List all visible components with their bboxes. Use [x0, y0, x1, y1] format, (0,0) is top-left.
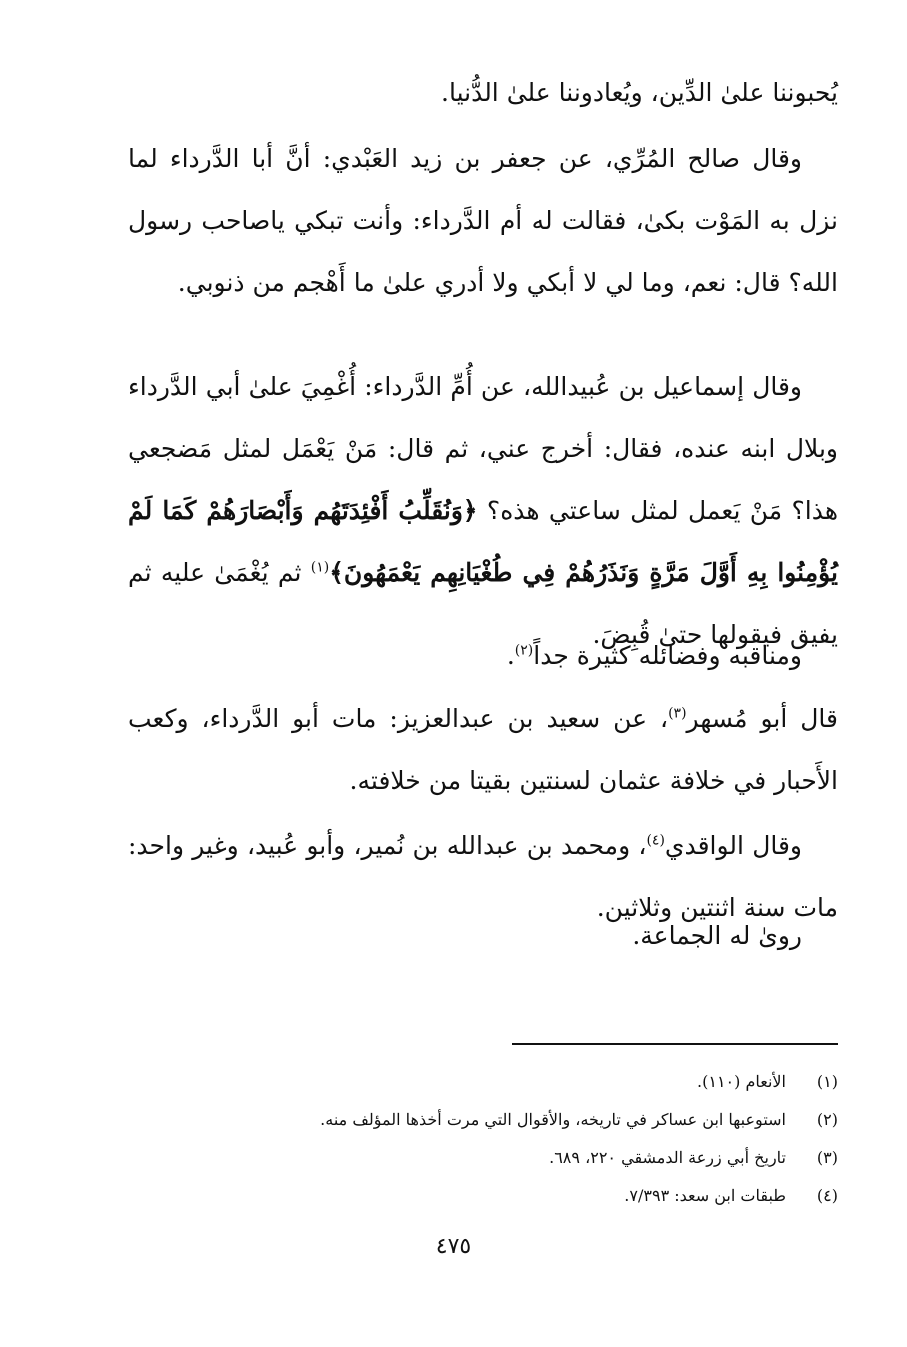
footnote-3 — [128, 1139, 838, 1177]
paragraph-5 — [128, 688, 838, 812]
footnote-text: طبقات ابن سعد: ٧/٣٩٣. — [624, 1186, 786, 1205]
footnote-1 — [128, 1063, 838, 1101]
paragraph-5-text — [128, 688, 838, 812]
footnote-text: تاريخ أبي زرعة الدمشقي ٢٢٠، ٦٨٩. — [549, 1148, 786, 1167]
paragraph-1-text: يُحبوننا علىٰ الدِّين، ويُعادوننا علىٰ الدُّنيا. — [441, 78, 838, 107]
footnote-number: (٢) — [816, 1110, 838, 1129]
paragraph-3-intro: وقال إسماعيل بن عُبيدالله، عن أُمِّ الدَّرداء: أُغْمِيَ علىٰ أبي الدَّرداء وبلال ابنه عنده، فقال: أخرج عني، ثم قال: مَنْ يَعْمَل لمثل مَضجعي هذا؟ مَنْ يَعمل لمثل ساعتي هذه؟ — [128, 372, 839, 525]
paragraph-3-end: ثم يُغْمَىٰ عليه ثم يفيق فيقولها حتىٰ قُبِضَ. — [128, 558, 838, 649]
footnote-ref-3: (٣) — [668, 705, 687, 722]
paragraph-4-end: . — [506, 641, 515, 670]
page-number: ٤٧٥ — [435, 1234, 472, 1259]
footnote-number: (١) — [816, 1072, 838, 1091]
footnote-number: (٤) — [816, 1186, 838, 1205]
footnotes — [128, 1063, 838, 1215]
paragraph-3-text — [128, 356, 838, 666]
footnote-2 — [128, 1101, 838, 1139]
footnote-number: (٣) — [816, 1148, 838, 1167]
quran-verse: ﴿وَنُقَلِّبُ أَفْئِدَتَهُم وَأَبْصَارَهُمْ كَمَا لَمْ يُؤْمِنُوا بِهِ أَوَّلَ مَرَّةٍ وَنَذَرُهُمْ فِي طُغْيَانِهِم يَعْمَهُونَ﴾ — [128, 496, 838, 587]
footnote-ref-4: (٤) — [646, 832, 665, 849]
paragraph-5-end: ، عن سعيد بن عبدالعزيز: مات أبو الدَّرداء، وكعب الأَحبار في خلافة عثمان لسنتين بقيتا من خلافته. — [128, 704, 838, 795]
paragraph-4 — [128, 625, 838, 687]
paragraph-3 — [128, 356, 838, 666]
paragraph-2-text: وقال صالح المُرِّي، عن جعفر بن زيد العَبْدي: أنَّ أبا الدَّرداء لما نزل به المَوْت بكىٰ، فقالت له أم الدَّرداء: وأنت تبكي ياصاحب رسول الله؟ قال: نعم، وما لي لا أبكي ولا أدري علىٰ ما أَهْجم من ذنوبي. — [128, 144, 838, 297]
paragraph-7-text: روىٰ له الجماعة. — [632, 921, 802, 950]
paragraph-4-text — [128, 625, 838, 687]
paragraph-4-body: ومناقبه وفضائله كثيرة جداً — [533, 641, 802, 670]
paragraph-1 — [128, 62, 838, 124]
footnote-4 — [128, 1177, 838, 1215]
footnote-text: استوعبها ابن عساكر في تاريخه، والأقوال التي مرت أخذها المؤلف منه. — [320, 1110, 786, 1129]
paragraph-6-end: ، ومحمد بن عبدالله بن نُمير، وأبو عُبيد، وغير واحد: مات سنة اثنتين وثلاثين. — [128, 831, 838, 922]
footnote-text: الأنعام (١١٠). — [697, 1072, 786, 1091]
footnote-ref-1: (١) — [310, 559, 330, 576]
paragraph-6-start: وقال الواقدي — [664, 831, 802, 860]
paragraph-2 — [128, 128, 838, 314]
paragraph-7 — [128, 905, 838, 967]
paragraph-5-start: قال أبو مُسهر — [686, 704, 838, 733]
footnote-ref-2: (٢) — [514, 642, 534, 659]
footnote-separator — [512, 1043, 838, 1045]
